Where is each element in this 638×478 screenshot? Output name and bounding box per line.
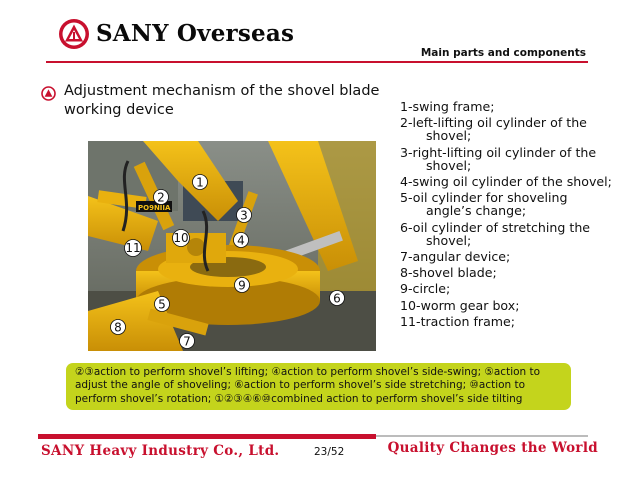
parts-list-item: 7-angular device;: [400, 249, 511, 265]
machine-label: PO9NIIA: [138, 204, 171, 212]
company-name: SANY Heavy Industry Co., Ltd.: [41, 443, 280, 459]
parts-list-item: 5-oil cylinder for shoveling angle’s change;: [400, 190, 568, 219]
callout-9: [235, 278, 250, 293]
action-note: ②③action to perform shovel’s lifting; ④action to perform shovel’s side-swing; ⑤action to adjust the angle of shoveling; ⑥action to perform shovel’s side stretching; ⑩action to perform shovel’s rotation; ①②③④⑥⑩combined action to perform shovel’s side tilting: [66, 363, 571, 410]
bullet-icon: [41, 86, 56, 101]
svg-text:9: 9: [238, 278, 246, 293]
parts-list-item: 6-oil cylinder of stretching the shovel;: [400, 219, 591, 248]
callout-11: [125, 240, 142, 257]
section-title: Main parts and components: [420, 47, 586, 59]
sany-logo-icon: [58, 18, 90, 50]
slogan: Quality Changes the World: [387, 440, 598, 456]
footer-divider-grey: [376, 435, 588, 437]
parts-list-item: 2-left-lifting oil cylinder of the shovel;: [400, 115, 587, 144]
parts-list-item: 1-swing frame;: [400, 99, 495, 114]
parts-list-item: 9-circle;: [400, 281, 451, 297]
callout-7: [180, 334, 195, 349]
svg-text:2: 2: [157, 190, 165, 205]
parts-list-item: 8-shovel blade;: [400, 265, 497, 281]
svg-text:1: 1: [196, 175, 204, 190]
svg-text:3: 3: [240, 208, 248, 223]
parts-list-item: 11-traction frame;: [400, 313, 516, 329]
callout-3: [237, 208, 252, 223]
svg-text:10: 10: [173, 231, 189, 245]
footer-divider-red: [38, 434, 376, 439]
svg-text:7: 7: [183, 334, 191, 349]
callout-5: [155, 297, 170, 312]
parts-list-item: 10-worm gear box;: [400, 297, 520, 313]
parts-list: [400, 100, 615, 331]
page-number: 23/52: [314, 446, 345, 458]
parts-list-item: 3-right-lifting oil cylinder of the shovel;: [400, 144, 597, 173]
callout-1: [193, 175, 208, 190]
svg-text:5: 5: [158, 297, 166, 312]
svg-text:11: 11: [125, 241, 141, 255]
brand-name: SANY Overseas: [96, 20, 295, 47]
header-divider: [46, 61, 588, 63]
callout-4: [234, 233, 249, 248]
svg-text:4: 4: [237, 233, 245, 248]
svg-text:8: 8: [114, 320, 122, 335]
callout-8: [111, 320, 126, 335]
callout-6: [330, 291, 345, 306]
svg-text:6: 6: [333, 291, 341, 306]
callout-2: [154, 190, 169, 205]
parts-list-item: 4-swing oil cylinder of the shovel;: [400, 174, 612, 190]
slide-heading: Adjustment mechanism of the shovel blade working device: [64, 83, 380, 118]
callout-10: [173, 230, 190, 247]
shovel-mechanism-photo: [88, 141, 376, 351]
